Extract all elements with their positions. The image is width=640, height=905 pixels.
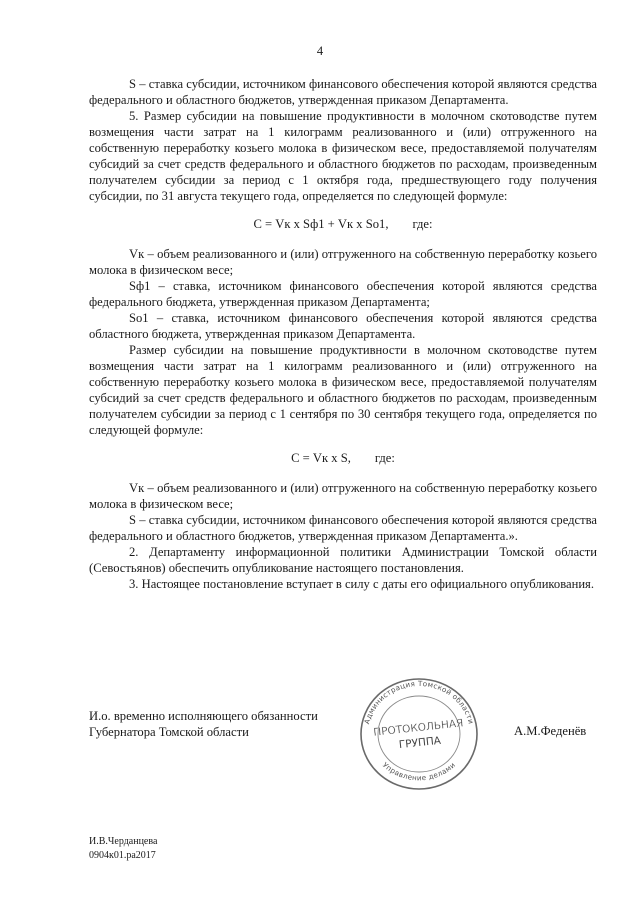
signatory-position xyxy=(89,708,318,740)
document-body xyxy=(89,76,597,592)
paragraph-vk-definition-2: Vк – объем реализованного и (или) отгруженного на собственную переработку козьего молока в физическом весе; xyxy=(89,481,597,511)
document-code: 0904к01.ра2017 xyxy=(89,849,156,861)
stamp-center-line-1: ПРОТОКОЛЬНАЯ xyxy=(372,717,464,739)
signatory-name: А.М.Феденёв xyxy=(514,724,587,738)
formula-2 xyxy=(89,450,597,466)
official-stamp xyxy=(354,672,484,792)
stamp-center-line-2: ГРУППА xyxy=(398,734,442,752)
paragraph-s-definition-2: S – ставка субсидии, источником финансового обеспечения которой являются средства федерального и областного бюджетов, утвержденная приказом Департамента.». xyxy=(89,513,597,543)
paragraph-2: 2. Департаменту информационной политики Администрации Томской области (Севостьянов) обеспечить опубликование настоящего постановления. xyxy=(89,545,597,575)
paragraph-so1-definition: Sо1 – ставка, источником финансового обеспечения которой являются средства областного бюджета, утвержденная приказом Департамента. xyxy=(89,311,597,341)
paragraph-5: 5. Размер субсидии на повышение продуктивности в молочном скотоводстве путем возмещения части затрат на 1 килограмм реализованного и (или) отгруженного на собственную переработку козьего молока в физическом весе, предоставляемой получателям субсидий за счет средств федерального и областного бюджетов по расходам, произведенным получателем субсидии за период с 1 октября года, предшествующего году получения субсидии, по 31 августа текущего года, определяется по следующей формуле: xyxy=(89,109,597,203)
executor-name: И.В.Черданцева xyxy=(89,836,158,847)
formula-1-suffix: где: xyxy=(412,217,433,231)
paragraph-vk-definition-1: Vк – объем реализованного и (или) отгруженного на собственную переработку козьего молока в физическом весе; xyxy=(89,247,597,277)
formula-1-expression: С = Vк x Sф1 + Vк x Sо1, xyxy=(253,217,389,231)
stamp-ring-bottom-text: Управление делами xyxy=(380,760,458,783)
paragraph-3: 3. Настоящее постановление вступает в силу с даты его официального опубликования. xyxy=(129,577,594,591)
formula-2-expression: С = Vк x S, xyxy=(291,451,351,465)
footer-executor-block xyxy=(89,835,157,862)
paragraph-s-definition: S – ставка субсидии, источником финансового обеспечения которой являются средства федерального и областного бюджетов, утвержденная приказом Департамента. xyxy=(89,77,597,107)
signatory-position-line-2: Губернатора Томской области xyxy=(89,725,249,739)
paragraph-sf1-definition: Sф1 – ставка, источником финансового обеспечения которой являются средства федерального бюджета, утвержденная приказом Департамента; xyxy=(89,279,597,309)
paragraph-subsidy-size: Размер субсидии на повышение продуктивности в молочном скотоводстве путем возмещения части затрат на 1 килограмм реализованного и (или) отгруженного на собственную переработку козьего молока в физическом весе, предоставляемой получателям субсидий за счет средств федерального и областного бюджетов по расходам, произведенным получателем субсидии за период с 1 сентября по 30 сентября текущего года, определяется по следующей формуле: xyxy=(89,343,597,437)
page-number: 4 xyxy=(316,44,324,58)
formula-1 xyxy=(89,216,597,232)
formula-2-suffix: где: xyxy=(374,451,395,465)
svg-text:Управление делами xyxy=(381,760,457,782)
signatory-position-line-1: И.о. временно исполняющего обязанности xyxy=(89,709,318,723)
stamp-ring-top-text: Администрация Томской области xyxy=(362,678,476,726)
